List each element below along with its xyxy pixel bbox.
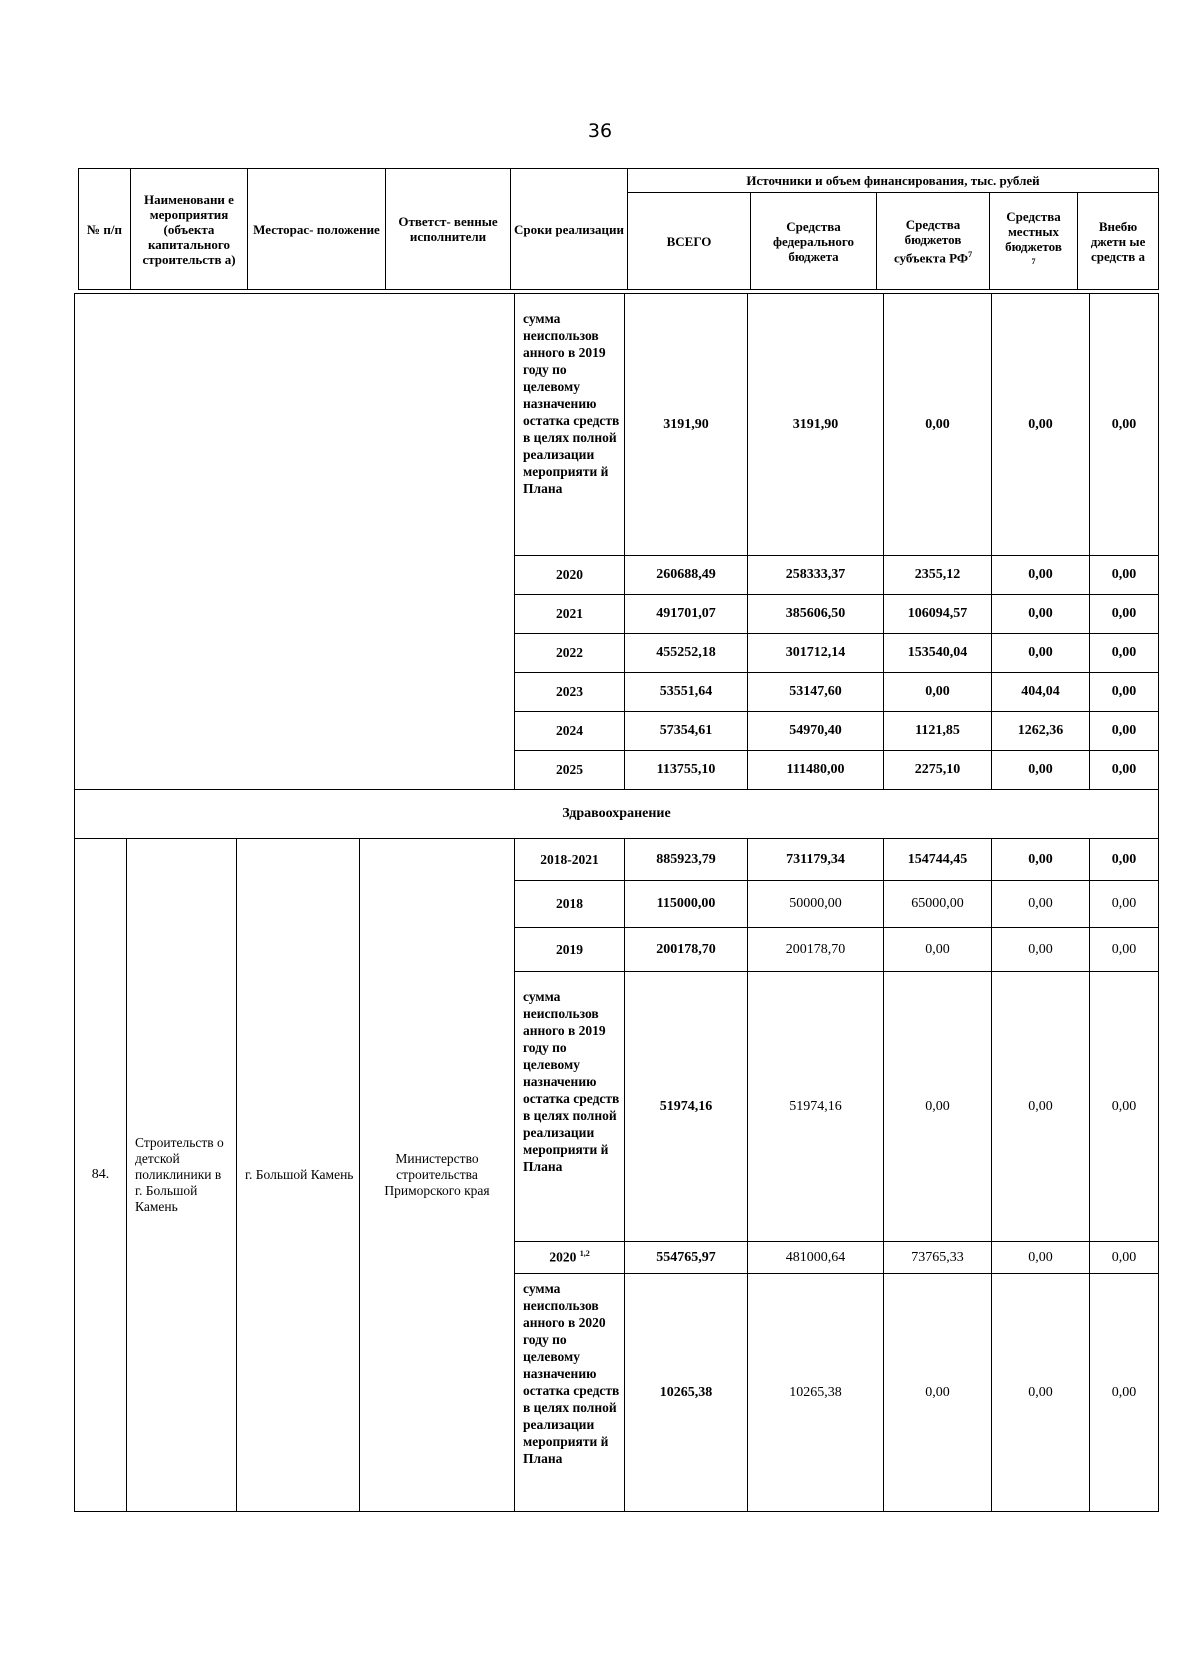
total-cell: 115000,00 [625,881,748,928]
local-cell: 0,00 [992,556,1090,595]
subject-cell: 2275,10 [884,751,992,790]
item-number: 84. [75,839,127,1512]
subject-cell: 0,00 [884,1274,992,1512]
total-cell: 57354,61 [625,712,748,751]
subject-cell: 73765,33 [884,1242,992,1274]
extra-cell: 0,00 [1090,1274,1159,1512]
extra-cell: 0,00 [1090,1242,1159,1274]
federal-cell: 385606,50 [748,595,884,634]
item-responsible: Министерство строительства Приморского края [360,839,515,1512]
total-cell: 51974,16 [625,972,748,1242]
page-number: 36 [587,120,613,142]
table-row [75,839,1159,881]
extra-cell: 0,00 [1090,751,1159,790]
subject-cell: 0,00 [884,928,992,972]
total-cell: 491701,07 [625,595,748,634]
header-subject-note: 7 [968,249,973,259]
federal-cell: 3191,90 [748,294,884,556]
extra-cell: 0,00 [1090,556,1159,595]
subject-cell: 153540,04 [884,634,992,673]
federal-cell: 731179,34 [748,839,884,881]
local-cell: 0,00 [992,1274,1090,1512]
federal-cell: 50000,00 [748,881,884,928]
period-cell: 2020 [515,556,625,595]
header-responsible: Ответст- венные исполнители [386,169,511,290]
federal-cell: 200178,70 [748,928,884,972]
subject-cell: 1121,85 [884,712,992,751]
period-cell: 2024 [515,712,625,751]
section-row [75,790,1159,839]
period-cell [515,1242,625,1274]
period-cell: сумма неиспользов анного в 2019 году по целевому назначению остатка средств в целях полной реализации мероприяти й Плана [515,972,625,1242]
period-cell: 2021 [515,595,625,634]
total-cell: 554765,97 [625,1242,748,1274]
header-subject [877,193,990,290]
item-name: Строительств о детской поликлиники в г. Большой Камень [127,839,237,1512]
extra-cell: 0,00 [1090,881,1159,928]
period-text: 2020 [549,1249,577,1265]
period-cell: 2022 [515,634,625,673]
header-location: Месторас- положение [248,169,386,290]
total-cell: 10265,38 [625,1274,748,1512]
total-cell: 53551,64 [625,673,748,712]
header-name: Наименовани е мероприятия (объекта капитального строительств а) [131,169,248,290]
section-title: Здравоохранение [75,790,1159,839]
local-cell: 404,04 [992,673,1090,712]
subject-cell: 65000,00 [884,881,992,928]
local-cell: 0,00 [992,634,1090,673]
total-cell: 113755,10 [625,751,748,790]
extra-cell: 0,00 [1090,712,1159,751]
federal-cell: 51974,16 [748,972,884,1242]
header-subject-text: Средства бюджетов субъекта РФ [893,216,969,266]
blank-merged-cell [75,294,515,790]
federal-cell: 53147,60 [748,673,884,712]
header-sources: Источники и объем финансирования, тыс. рублей [628,169,1159,193]
local-cell: 0,00 [992,928,1090,972]
total-cell: 260688,49 [625,556,748,595]
local-cell: 0,00 [992,595,1090,634]
subject-cell: 0,00 [884,294,992,556]
period-cell: 2018-2021 [515,839,625,881]
subject-cell: 106094,57 [884,595,992,634]
total-cell: 885923,79 [625,839,748,881]
header-local-note: 7 [1031,257,1036,267]
header-federal: Средства федерального бюджета [751,193,877,290]
table-body [74,293,1159,1512]
local-cell: 1262,36 [992,712,1090,751]
item-location: г. Большой Камень [237,839,360,1512]
extra-cell: 0,00 [1090,928,1159,972]
subject-cell: 2355,12 [884,556,992,595]
extra-cell: 0,00 [1090,294,1159,556]
header-local-text: Средства местных бюджетов [1005,209,1062,255]
extra-cell: 0,00 [1090,673,1159,712]
period-cell: сумма неиспользов анного в 2019 году по целевому назначению остатка средств в целях полной реализации мероприяти й Плана [515,294,625,556]
local-cell: 0,00 [992,881,1090,928]
total-cell: 3191,90 [625,294,748,556]
header-terms: Сроки реализации [511,169,628,290]
subject-cell: 0,00 [884,673,992,712]
federal-cell: 10265,38 [748,1274,884,1512]
federal-cell: 111480,00 [748,751,884,790]
subject-cell: 154744,45 [884,839,992,881]
subject-cell: 0,00 [884,972,992,1242]
header-num: № п/п [79,169,131,290]
local-cell: 0,00 [992,1242,1090,1274]
local-cell: 0,00 [992,839,1090,881]
period-note: 1,2 [579,1249,590,1259]
total-cell: 455252,18 [625,634,748,673]
local-cell: 0,00 [992,294,1090,556]
local-cell: 0,00 [992,751,1090,790]
period-cell: сумма неиспользов анного в 2020 году по целевому назначению остатка средств в целях полной реализации мероприяти й Плана [515,1274,625,1512]
federal-cell: 481000,64 [748,1242,884,1274]
period-cell: 2025 [515,751,625,790]
table-row [75,294,1159,556]
header-extra: Внебю джетн ые средств а [1078,193,1159,290]
period-cell: 2023 [515,673,625,712]
period-cell: 2018 [515,881,625,928]
header-total: ВСЕГО [628,193,751,290]
local-cell: 0,00 [992,972,1090,1242]
extra-cell: 0,00 [1090,634,1159,673]
period-cell: 2019 [515,928,625,972]
header-local [990,193,1078,290]
total-cell: 200178,70 [625,928,748,972]
federal-cell: 301712,14 [748,634,884,673]
extra-cell: 0,00 [1090,839,1159,881]
extra-cell: 0,00 [1090,972,1159,1242]
table-header [78,168,1159,290]
extra-cell: 0,00 [1090,595,1159,634]
federal-cell: 54970,40 [748,712,884,751]
federal-cell: 258333,37 [748,556,884,595]
